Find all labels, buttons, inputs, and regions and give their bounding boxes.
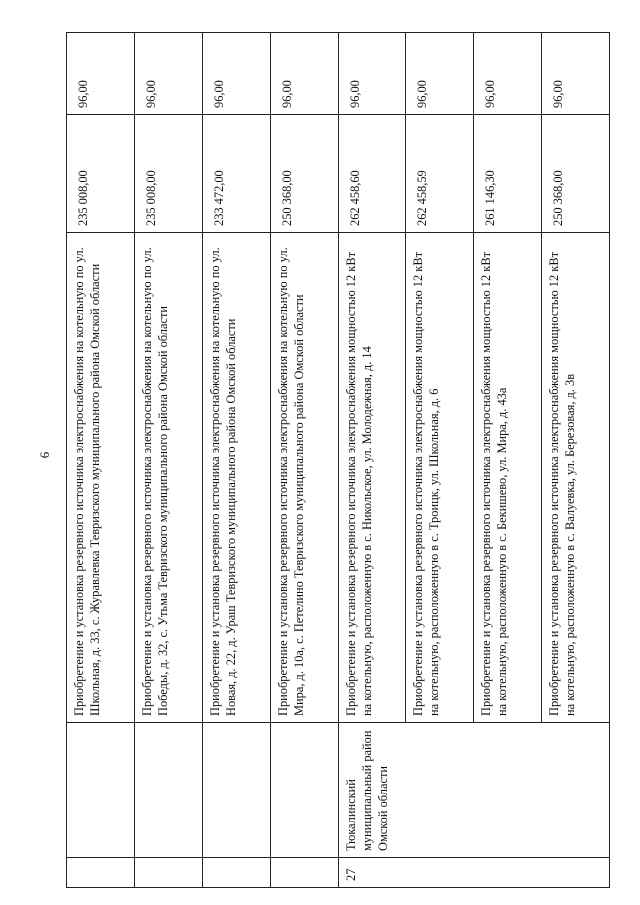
row-number-cell xyxy=(270,858,338,888)
table-row xyxy=(67,33,135,888)
row-number-cell: 27 xyxy=(338,858,610,888)
description-cell: Приобретение и установка резервного источника электроснабжения мощностью 12 кВт на котельную, расположенную в с. Троицк, ул. Школьная, д. 6 xyxy=(406,233,474,723)
percent-cell: 96,00 xyxy=(67,33,135,115)
table-row xyxy=(270,33,338,888)
percent-cell: 96,00 xyxy=(338,33,406,115)
row-number-cell xyxy=(67,858,135,888)
description-cell: Приобретение и установка резервного источника электроснабжения на котельную по ул. Школьная, д. 33, с. Журавлевка Тевризского муниципального района Омской области xyxy=(67,233,135,723)
percent-cell: 96,00 xyxy=(474,33,542,115)
amount-cell: 261 146,30 xyxy=(474,115,542,233)
percent-cell: 96,00 xyxy=(542,33,610,115)
amount-cell: 235 008,00 xyxy=(134,115,202,233)
description-cell: Приобретение и установка резервного источника электроснабжения на котельную по ул. Новая, д. 22, д. Ураш Тевризского муниципального района Омской области xyxy=(202,233,270,723)
description-cell: Приобретение и установка резервного источника электроснабжения на котельную по ул. Мира, д. 10а, с. Петелино Тевризского муниципального района Омской области xyxy=(270,233,338,723)
amount-cell: 262 458,60 xyxy=(338,115,406,233)
amount-cell: 250 368,00 xyxy=(542,115,610,233)
amount-cell: 233 472,00 xyxy=(202,115,270,233)
district-cell xyxy=(67,723,135,858)
amount-cell: 250 368,00 xyxy=(270,115,338,233)
table-row xyxy=(202,33,270,888)
percent-cell: 96,00 xyxy=(406,33,474,115)
row-number-cell xyxy=(134,858,202,888)
district-cell xyxy=(270,723,338,858)
district-cell: Тюкалинский муниципальный район Омской области xyxy=(338,723,610,858)
description-cell: Приобретение и установка резервного источника электроснабжения мощностью 12 кВт на котельную, расположенную в с. Валуевка, ул. Березовая, д. 3в xyxy=(542,233,610,723)
page-number: 6 xyxy=(37,451,52,459)
percent-cell: 96,00 xyxy=(270,33,338,115)
description-cell: Приобретение и установка резервного источника электроснабжения мощностью 12 кВт на котельную, расположенную в с. Бекишево, ул. Мира, д. 43а xyxy=(474,233,542,723)
row-number-cell xyxy=(202,858,270,888)
amount-cell: 235 008,00 xyxy=(67,115,135,233)
district-cell xyxy=(134,723,202,858)
district-cell xyxy=(202,723,270,858)
funding-table xyxy=(66,32,610,888)
amount-cell: 262 458,59 xyxy=(406,115,474,233)
table-row xyxy=(134,33,202,888)
description-cell: Приобретение и установка резервного источника электроснабжения на котельную по ул. Победы, д. 32, с. Утьма Тевризского муниципального района Омской области xyxy=(134,233,202,723)
description-cell: Приобретение и установка резервного источника электроснабжения мощностью 12 кВт на котельную, расположенную в с. Никольское, ул. Молодежная, д. 14 xyxy=(338,233,406,723)
percent-cell: 96,00 xyxy=(202,33,270,115)
rotated-table-container xyxy=(66,33,610,888)
percent-cell: 96,00 xyxy=(134,33,202,115)
table-row xyxy=(338,33,406,888)
